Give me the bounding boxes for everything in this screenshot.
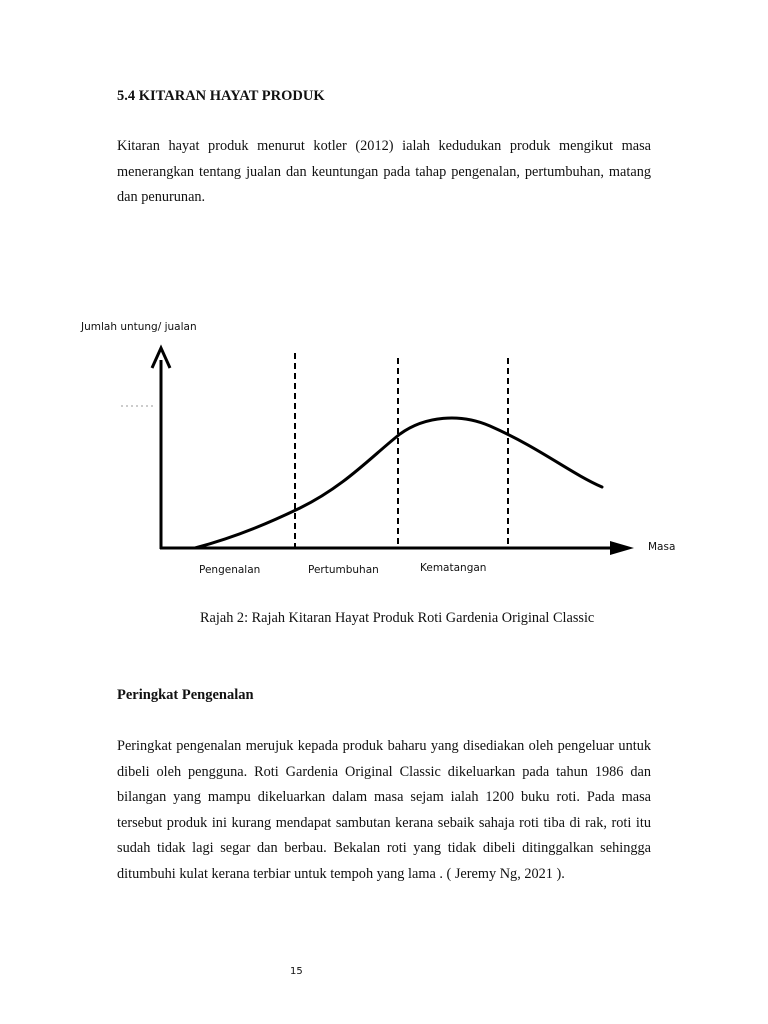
intro-paragraph: Kitaran hayat produk menurut kotler (2012) ialah kedudukan produk mengikut masa menerangkan tentang jualan dan keuntungan pada tahap pengenalan, pertumbuhan, matang dan penurunan. [117, 138, 651, 205]
stage-label-introduction: Pengenalan [199, 564, 261, 576]
x-axis-label: Masa [648, 541, 676, 553]
x-axis-arrow-icon [610, 541, 634, 555]
figure-caption: Rajah 2: Rajah Kitaran Hayat Produk Roti Gardenia Original Classic [200, 610, 595, 626]
product-life-cycle-figure [0, 310, 768, 590]
subsection-heading: Peringkat Pengenalan [117, 687, 254, 703]
section-heading: 5.4 KITARAN HAYAT PRODUK [117, 88, 325, 104]
stage-label-growth: Pertumbuhan [308, 564, 379, 576]
stage-label-maturity: Kematangan [420, 562, 487, 574]
page-number: 15 [290, 966, 303, 977]
y-axis-label: Jumlah untung/ jualan [81, 321, 197, 333]
body-paragraph: Peringkat pengenalan merujuk kepada produk baharu yang disediakan oleh pengeluar untuk dibeli oleh pengguna. Roti Gardenia Original Classic dikeluarkan pada tahun 1986 dan bilangan yang mampu dikeluarkan dalam masa sejam ialah 1200 buku roti. Pada masa tersebut produk ini kurang mendapat sambutan kerana sebaik sahaja roti tiba di rak, roti itu sudah tidak lagi segar dan berbau. Bekalan roti yang tidak dibeli ditinggalkan sehingga ditumbuhi kulat kerana terbiar untuk tempoh yang lama . ( Jeremy Ng, 2021 ). [117, 738, 651, 882]
